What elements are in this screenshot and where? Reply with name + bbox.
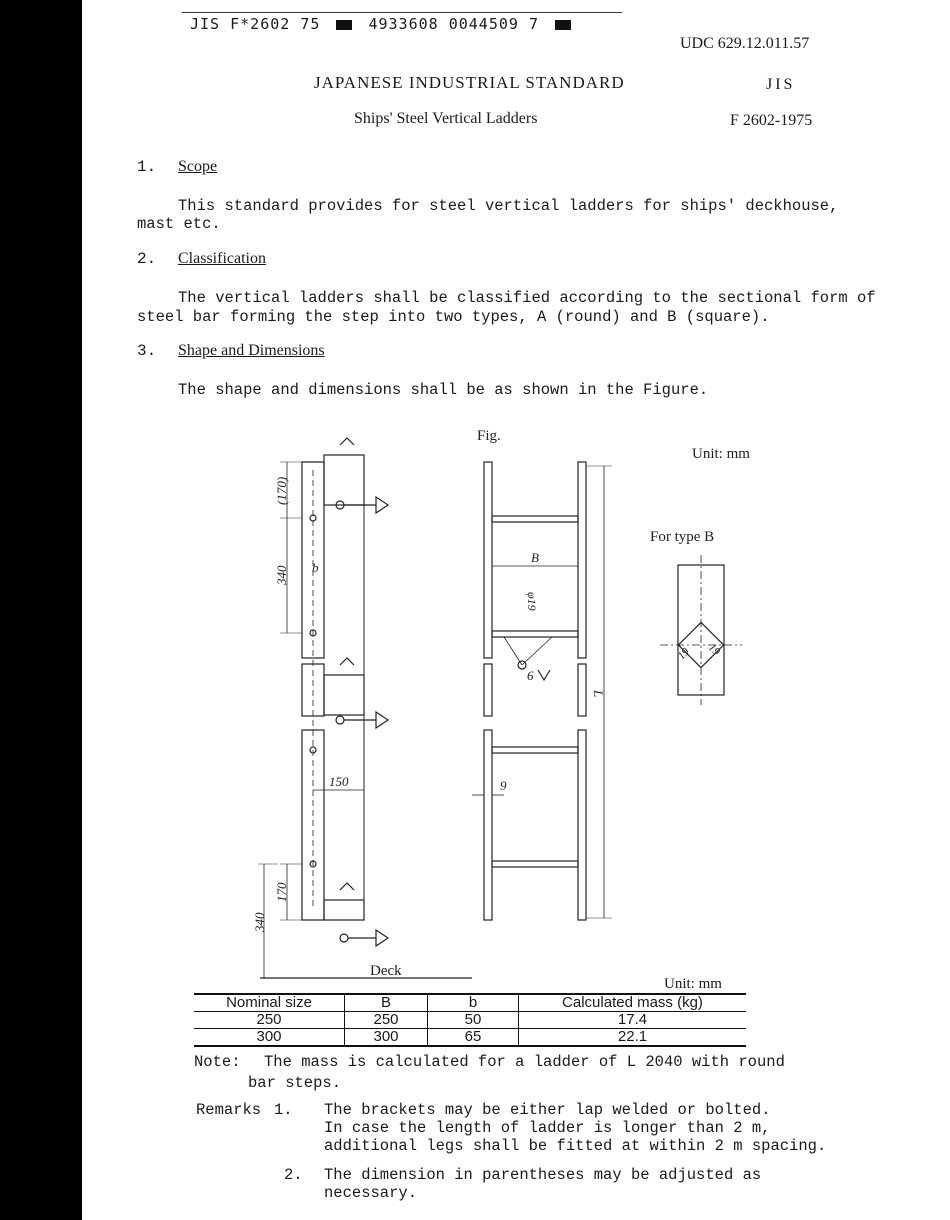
section-number: 3. (137, 342, 157, 360)
section-heading-shape: Shape and Dimensions (178, 342, 325, 359)
cell: 65 (428, 1029, 519, 1047)
remark-line: The brackets may be either lap welded or bolted. (324, 1101, 771, 1119)
rung (492, 516, 578, 522)
dimensions-table (194, 993, 746, 1047)
remark-line: In case the length of ladder is longer than 2 m, (324, 1119, 771, 1137)
type-b-label: For type B (650, 529, 715, 545)
dim-weld: 6 (527, 668, 534, 683)
weld-symbol-icon (376, 712, 388, 728)
cell: 250 (194, 1012, 345, 1029)
cell: 50 (428, 1012, 519, 1029)
remark-number: 1. (274, 1101, 293, 1119)
figure-label: Fig. (477, 428, 501, 444)
bolt-icon (336, 716, 344, 724)
dim-sq-a: 19 (675, 645, 692, 663)
note-line: bar steps. (248, 1074, 342, 1092)
bolt-icon (340, 934, 348, 942)
shape-text-line: The shape and dimensions shall be as shown in the Figure. (178, 381, 709, 399)
left-rail (484, 462, 492, 658)
section-heading-classification: Classification (178, 250, 266, 267)
rung (492, 861, 578, 867)
col-b: b (428, 994, 519, 1012)
dim-9: 9 (500, 778, 507, 793)
weld-symbol-icon (376, 497, 388, 513)
remark-number: 2. (284, 1166, 303, 1184)
col-nominal-size: Nominal size (194, 994, 345, 1012)
ladder-figure (82, 0, 950, 1000)
remark-line: necessary. (324, 1184, 418, 1202)
header-code-left: JIS F*2602 75 (190, 15, 321, 33)
table-row (194, 1029, 746, 1047)
note-line: The mass is calculated for a ladder of L 2040 with round (264, 1053, 785, 1071)
left-rail (484, 664, 492, 716)
weld-mark-icon (340, 438, 354, 445)
middle-bracket (324, 675, 364, 715)
remarks-label: Remarks (196, 1101, 262, 1119)
classification-text-line: The vertical ladders shall be classified according to the sectional form of (178, 289, 876, 307)
bottom-bracket (324, 900, 364, 920)
left-rail (484, 730, 492, 920)
scope-text-line: mast etc. (137, 215, 221, 233)
section-number: 2. (137, 250, 157, 268)
right-rail (578, 730, 586, 920)
note-label: Note: (194, 1053, 241, 1071)
fillet-weld-icon (538, 670, 550, 680)
deck-label: Deck (370, 963, 402, 979)
table-unit: Unit: mm (664, 976, 722, 992)
scope-text-line: This standard provides for steel vertical ladders for ships' deckhouse, (178, 197, 839, 215)
remark-line: additional legs shall be fitted at within 2 m spacing. (324, 1137, 827, 1155)
table-row (194, 1012, 746, 1029)
cell: 300 (345, 1029, 428, 1047)
remark-line: The dimension in parentheses may be adjusted as (324, 1166, 762, 1184)
table-header-row (194, 994, 746, 1012)
rung (492, 747, 578, 753)
cell: 17.4 (519, 1012, 747, 1029)
right-rail (578, 462, 586, 658)
document-page (82, 0, 950, 1220)
dim-sq-b: 19 (705, 641, 723, 658)
figure-unit: Unit: mm (692, 446, 750, 462)
section-number: 1. (137, 158, 157, 176)
type-b-detail (660, 555, 742, 705)
document-subtitle: Ships' Steel Vertical Ladders (354, 110, 538, 127)
ladder-front-view (472, 462, 612, 920)
document-title: JAPANESE INDUSTRIAL STANDARD (314, 73, 625, 92)
ladder-side-view (252, 438, 472, 979)
cell: 250 (345, 1012, 428, 1029)
dim-b-small: b (312, 560, 319, 575)
weld-symbol-icon (376, 930, 388, 946)
dim-L: L (591, 690, 606, 698)
header-code-right: 4933608 0044509 7 (368, 15, 539, 33)
dim-340-bottom: 340 (252, 912, 267, 932)
weld-mark-icon (340, 883, 354, 890)
dim-170-top: (170) (274, 476, 289, 505)
col-mass: Calculated mass (kg) (519, 994, 747, 1012)
dim-150: 150 (329, 774, 349, 789)
dim-phi: φ19 (525, 592, 539, 611)
section-heading-scope: Scope (178, 158, 218, 175)
cell: 300 (194, 1029, 345, 1047)
top-bracket (324, 455, 364, 505)
dim-170-bottom: 170 (274, 882, 289, 902)
weld-mark-icon (340, 658, 354, 665)
udc-number: UDC 629.12.011.57 (680, 35, 810, 52)
dim-B: B (531, 550, 539, 565)
dim-340: 340 (274, 565, 289, 585)
classification-text-line: steel bar forming the step into two types, A (round) and B (square). (137, 308, 770, 326)
rung (492, 631, 578, 637)
scan-margin (0, 0, 82, 1220)
right-rail (578, 664, 586, 716)
jis-mark: JIS (766, 76, 796, 93)
col-B: B (345, 994, 428, 1012)
standard-number: F 2602-1975 (730, 112, 813, 129)
cell: 22.1 (519, 1029, 747, 1047)
